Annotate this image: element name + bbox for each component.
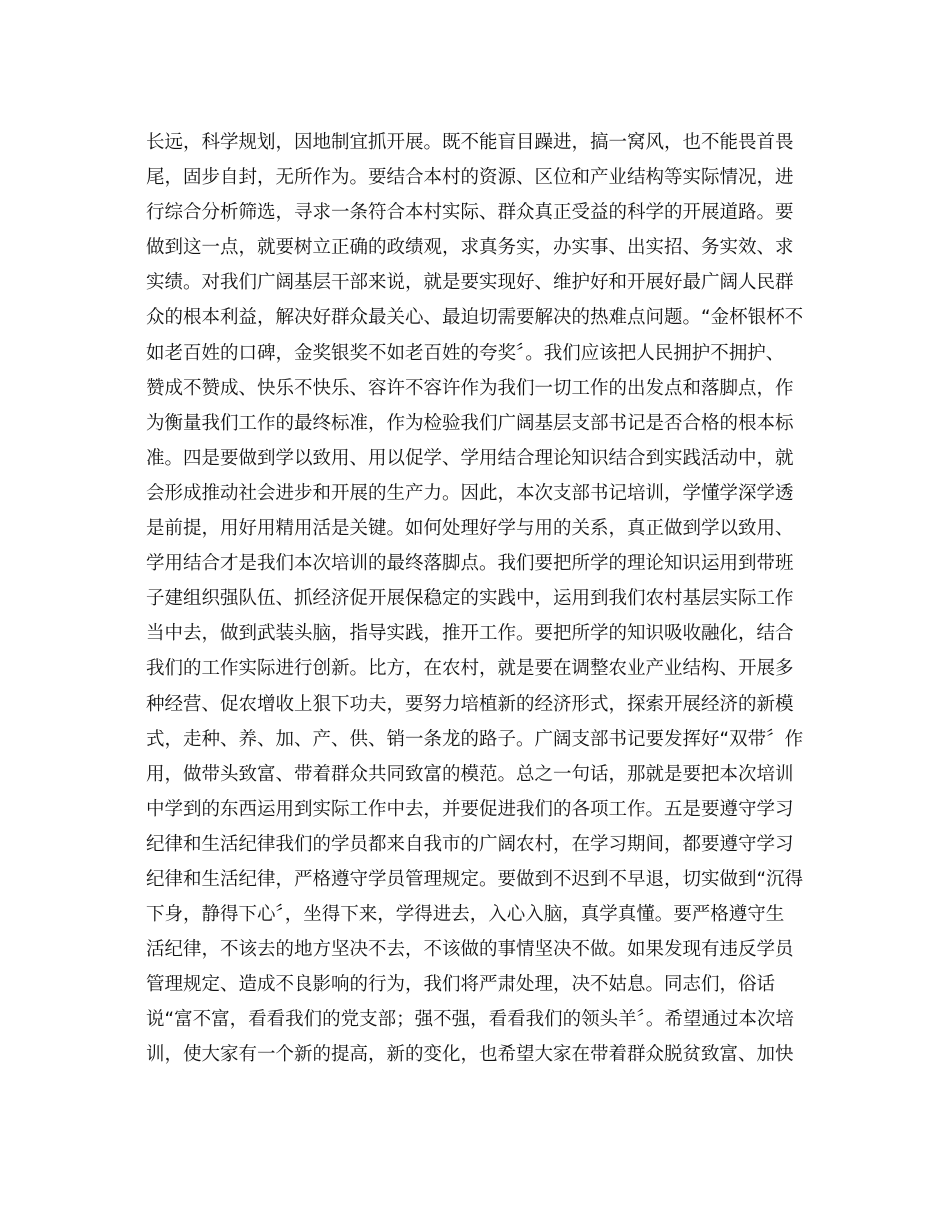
text-line: 说“富不富，看看我们的党支部；强不强，看看我们的领头羊〞。希望通过本次培 xyxy=(146,1009,794,1031)
text-line: 赞成不赞成、快乐不快乐、容许不容许作为我们一切工作的出发点和落脚点，作 xyxy=(146,377,794,399)
text-line: 实绩。对我们广阔基层干部来说，就是要实现好、维护好和开展好最广阔人民群 xyxy=(146,272,794,294)
text-line: 纪律和生活纪律，严格遵守学员管理规定。要做到不迟到不早退，切实做到“沉得 xyxy=(146,868,804,890)
text-line: 是前提，用好用精用活是关键。如何处理好学与用的关系，真正做到学以致用、 xyxy=(146,518,794,540)
text-line: 准。四是要做到学以致用、用以促学、学用结合理论知识结合到实践活动中，就 xyxy=(146,447,794,469)
text-line: 如老百姓的口碑，金奖银奖不如老百姓的夸奖〞。我们应该把人民拥护不拥护、 xyxy=(146,342,785,364)
text-line: 做到这一点，就要树立正确的政绩观，求真务实，办实事、出实招、务实效、求 xyxy=(146,237,794,259)
text-line: 众的根本利益，解决好群众最关心、最迫切需要解决的热难点问题。“金杯银杯不 xyxy=(146,307,804,329)
text-line: 式，走种、养、加、产、供、销一条龙的路子。广阔支部书记要发挥好“双带〞作 xyxy=(146,728,804,750)
text-line: 纪律和生活纪律我们的学员都来自我市的广阔农村，在学习期间，都要遵守学习 xyxy=(146,833,794,855)
text-line: 子建组织强队伍、抓经济促开展保稳定的实践中，运用到我们农村基层实际工作 xyxy=(146,588,794,610)
text-line: 长远，科学规划，因地制宜抓开展。既不能盲目躁进，搞一窝风，也不能畏首畏 xyxy=(146,132,794,153)
text-line: 会形成推动社会进步和开展的生产力。因此，本次支部书记培训，学懂学深学透 xyxy=(146,482,794,504)
text-line: 用，做带头致富、带着群众共同致富的模范。总之一句话，那就是要把本次培训 xyxy=(146,763,794,785)
text-line: 学用结合才是我们本次培训的最终落脚点。我们要把所学的理论知识运用到带班 xyxy=(146,553,794,575)
text-line: 我们的工作实际进行创新。比方，在农村，就是要在调整农业产业结构、开展多 xyxy=(146,658,794,680)
text-line: 尾，固步自封，无所作为。要结合本村的资源、区位和产业结构等实际情况，进 xyxy=(146,167,794,189)
text-line: 行综合分析筛选，寻求一条符合本村实际、群众真正受益的科学的开展道路。要 xyxy=(146,202,794,224)
body-text xyxy=(146,125,806,1073)
text-line: 种经营、促农增收上狠下功夫，要努力培植新的经济形式，探索开展经济的新模 xyxy=(146,693,794,715)
text-line: 当中去，做到武装头脑，指导实践，推开工作。要把所学的知识吸收融化，结合 xyxy=(146,623,794,645)
text-line: 为衡量我们工作的最终标准，作为检验我们广阔基层支部书记是否合格的根本标 xyxy=(146,412,794,434)
text-line: 训，使大家有一个新的提高，新的变化，也希望大家在带着群众脱贫致富、加快 xyxy=(146,1044,794,1066)
text-line: 活纪律，不该去的地方坚决不去，不该做的事情坚决不做。如果发现有违反学员 xyxy=(146,939,794,961)
text-line: 下身，静得下心〞，坐得下来，学得进去，入心入脑，真学真懂。要严格遵守生 xyxy=(146,904,785,926)
text-line: 管理规定、造成不良影响的行为，我们将严肃处理，决不姑息。同志们，俗话 xyxy=(146,974,776,996)
text-line: 中学到的东西运用到实际工作中去，并要促进我们的各项工作。五是要遵守学习 xyxy=(146,798,794,820)
